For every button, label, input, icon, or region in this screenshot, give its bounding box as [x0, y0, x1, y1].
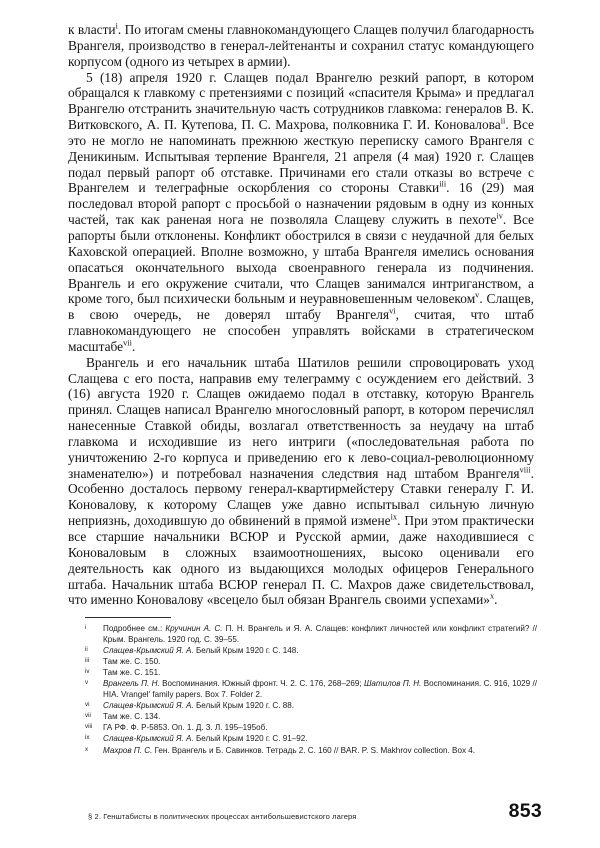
footnote-reference-x[interactable]: x — [490, 591, 495, 601]
footnote-marker: i — [85, 624, 87, 631]
footnote-reference-v[interactable]: v — [475, 290, 480, 300]
footnote-item — [85, 711, 537, 722]
footnote-author: Слащев-Крымский Я. А. — [103, 734, 196, 744]
footnote-author: Врангель П. Н. — [103, 679, 163, 689]
footnote-reference-ix[interactable]: ix — [390, 512, 398, 522]
footnote-text: П. Н. Врангель и Я. А. Слащев: конфликт личностей или конфликт стратегий? // Крым. Врангель. 1920 год. С. 39–55. — [103, 624, 537, 645]
footnote-item — [85, 745, 537, 756]
footnote-marker: ix — [85, 734, 90, 742]
footnote-text: Там же. С. 134. — [103, 712, 161, 722]
footnote-item — [85, 656, 537, 667]
footnote-marker: ii — [85, 646, 88, 654]
footnote-reference-ii[interactable]: ii — [500, 116, 506, 126]
footnote-marker: iii — [85, 657, 90, 665]
footnote-separator-rule — [85, 617, 171, 618]
footnote-author: Слащев-Крымский Я. А. — [103, 701, 196, 711]
paragraph-3: Врангель и его начальник штаба Шатилов решили спровоцировать уход Слащева с его поста, направив ему телеграмму с осуждением его действий. 3 (16) августа 1920 г. Слащев ожидаемо подал в отставку, которую Врангель принял. Слащев написал Врангелю многословный рапорт, в котором перечислял нанесенные Ставкой обиды, возлагал ответственность за неудачу на штаб главкома и исходившие из него интриги («последовательная работа по уничтожению 2-го корпуса и приведению его к лево-социал-революционному знаменателю») и потребовал назначения следствия над штабом Врангеля$^{viii}$. Особенно досталось первому генерал-квартирмейстеру Ставки генералу Г. И. Коновалову, к которому Слащев уже давно испытывал сильную личную неприязнь, доходившую до обвинений в прямой измене$^{ix}$. При этом практически все старшие начальники ВСЮР и Русской армии, даже находившиеся с Коноваловым в сложных взаимоотношениях, высоко оценивали его деятельность как одного из выдающихся молодых офицеров Генерального штаба. Начальник штаба ВСЮР генерал П. С. Махров даже свидетельствовал, что именно Коновалову «всецело был обязан Врангель своими успехами»$^x$. — [68, 354, 534, 608]
footnote-author: Кручинин А. С. — [165, 624, 226, 633]
footnote-item — [85, 678, 537, 700]
footnote-reference-iv[interactable]: iv — [496, 211, 503, 221]
footnote-reference-vii[interactable]: vii — [123, 338, 132, 348]
footnote-marker: x — [85, 745, 89, 753]
footnote-reference-vi[interactable]: vi — [389, 306, 396, 316]
footnote-item — [85, 667, 537, 678]
page-footer — [0, 800, 600, 836]
footnote-author: Махров П. С. — [103, 745, 155, 755]
footnote-marker: v — [85, 679, 89, 687]
footnote-text: Ген. Врангель и Б. Савинков. Тетрадь 2. С. 160 // BAR. P. S. Makhrov collection. Box 4. — [154, 745, 475, 755]
footnote-list — [85, 623, 537, 756]
footnote-text: Там же. С. 151. — [103, 668, 161, 678]
running-footer-title: § 2. Генштабисты в политических процессах антибольшевистского лагеря — [88, 812, 357, 821]
paragraph-2: 5 (18) апреля 1920 г. Слащев подал Врангелю резкий рапорт, в котором обращался к главкому с претензиями с позиций «спасителя Крыма» и предлагал Врангелю отстранить значительную часть сотрудников главкома: генералов В. К. Витковского, А. П. Кутепова, П. С. Махрова, полковника Г. И. Коновалова$^{ii}$. Все это не могло не напоминать прежнюю жесткую переписку самого Врангеля с Деникиным. Испытывая терпение Врангеля, 21 апреля (4 мая) 1920 г. Слащев подал первый рапорт об отставке. Причинами его стали отказы во встрече с Врангелем и телеграфные оскорбления со стороны Ставки$^{iii}$. 16 (29) мая последовал второй рапорт с просьбой о назначении рядовым в одну из конных частей, так как раненая нога не позволяла Слащеву служить в пехоте$^{iv}$. Все рапорты были отклонены. Конфликт обострился в связи с неудачной для белых Каховской операцией. Вполне возможно, у штаба Врангеля имелись основания опасаться окончательного выхода своенравного генерала из подчинения. Врангель и его окружение считали, что Слащев занимался интриганством, а кроме того, был психически больным и неуравновешенным человеком$^v$. Слащев, в свою очередь, не доверял штабу Врангеля$^{vi}$, считая, что штаб главнокомандующего не способен управлять войсками в стратегическом масштабе$^{vii}$. — [68, 69, 535, 354]
footnote-reference-i[interactable]: i — [115, 21, 118, 31]
footnote-text: Белый Крым 1920 г. С. 91–92. — [195, 734, 308, 744]
footnote-text: Белый Крым 1920 г. С. 148. — [195, 646, 299, 656]
footnote-author: Слащев-Крымский Я. А. — [103, 646, 196, 656]
footnote-marker: vii — [85, 712, 91, 720]
paragraph-1: к власти$^i$. По итогам смены главнокомандующего Слащев получил благодарность Врангеля, производство в генерал-лейтенанты и сохранил статус командующего корпусом (одного из четырех в армии). — [68, 21, 534, 69]
footnote-item — [85, 700, 537, 711]
footnote-text: Там же. С. 150. — [103, 657, 161, 667]
page-number: 853 — [508, 800, 542, 822]
body-text-column — [68, 22, 534, 608]
footnote-text: Воспоминания. Южный фронт. Ч. 2. С. 176, 268–269; — [162, 679, 364, 689]
footnote-text: Воспоминания. С. 916, 1029 // HIA. Vrangel' family papers. Box 7. Folder 2. — [103, 679, 537, 700]
footnote-author: Шатилов П. Н. — [363, 679, 424, 689]
footnote-text: Подробнее см.: — [103, 624, 166, 633]
footnote-reference-iii[interactable]: iii — [439, 179, 447, 189]
footnote-item — [85, 722, 537, 733]
footnote-marker: vi — [85, 701, 90, 709]
footnote-text: ГА РФ. Ф. Р-5853. Оп. 1. Д. 3. Л. 195–195об. — [103, 723, 268, 733]
footnote-reference-viii[interactable]: viii — [519, 465, 531, 475]
footnote-item — [85, 623, 537, 645]
footnotes-block — [85, 617, 537, 756]
footnote-marker: iv — [85, 668, 90, 676]
footnote-item — [85, 645, 537, 656]
footnote-marker: viii — [85, 723, 93, 731]
footnote-item — [85, 733, 537, 744]
footnote-text: Белый Крым 1920 г. С. 88. — [195, 701, 294, 711]
